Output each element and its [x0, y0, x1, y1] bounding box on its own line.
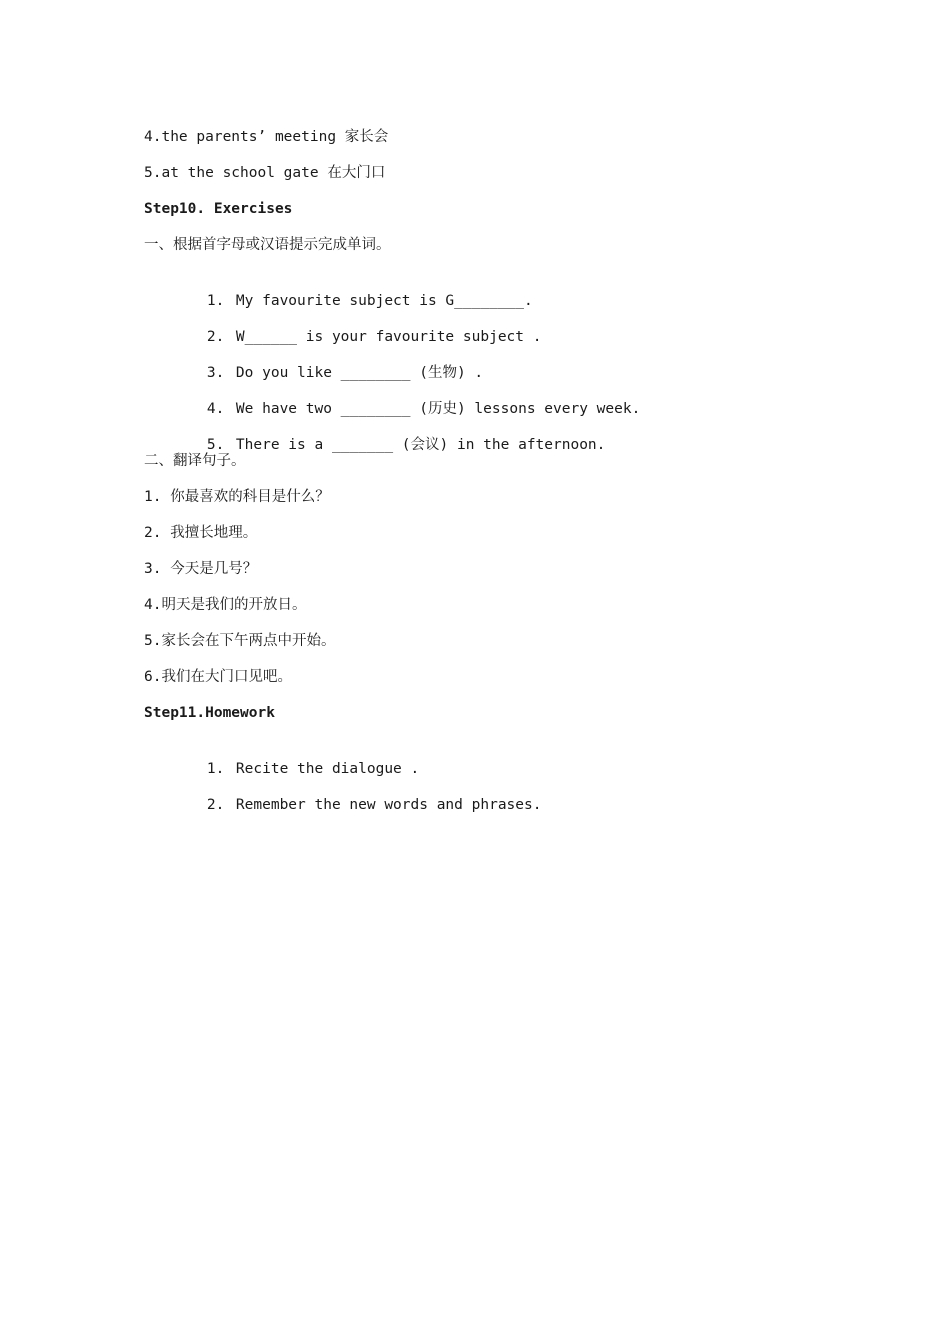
exercise-item-text: Do you like ________ (生物) .: [235, 365, 484, 381]
exercise-item: [172, 343, 484, 381]
translation-item: 2. 我擅长地理。: [144, 525, 258, 541]
exercise-item-text: My favourite subject is G________.: [235, 293, 533, 309]
exercise-item-text: There is a _______ (会议) in the afternoon.: [235, 437, 606, 453]
exercise-item: [172, 415, 606, 453]
homework-item: [172, 739, 420, 777]
exercise-item: [172, 379, 641, 417]
exercise-item-number: 3.: [206, 365, 225, 381]
exercise-item-text: W______ is your favourite subject .: [235, 329, 542, 345]
translation-item: 5.家长会在下午两点中开始。: [144, 633, 336, 649]
homework-item: [172, 775, 542, 813]
translation-item: 6.我们在大门口见吧。: [144, 669, 292, 685]
homework-item-number: 1.: [206, 761, 225, 777]
exercise-item: [172, 271, 533, 309]
translation-item: 3. 今天是几号？: [144, 561, 258, 577]
phrase-school-gate: 5.at the school gate 在大门口: [144, 165, 386, 181]
homework-item-text: Recite the dialogue .: [235, 761, 420, 777]
part2-heading: 二、翻译句子。: [144, 453, 246, 469]
exercise-item-number: 2.: [206, 329, 225, 345]
exercise-item-number: 5.: [206, 437, 225, 453]
phrase-parents-meeting: 4.the parents’ meeting 家长会: [144, 129, 389, 145]
part1-heading: 一、根据首字母或汉语提示完成单词。: [144, 237, 391, 253]
homework-item-number: 2.: [206, 797, 225, 813]
translation-item: 4.明天是我们的开放日。: [144, 597, 307, 613]
translation-item: 1. 你最喜欢的科目是什么？: [144, 489, 330, 505]
exercise-item-number: 4.: [206, 401, 225, 417]
step10-title: Step10. Exercises: [144, 201, 293, 217]
exercise-item: [172, 307, 542, 345]
homework-item-text: Remember the new words and phrases.: [235, 797, 542, 813]
exercise-item-number: 1.: [206, 293, 225, 309]
step11-title: Step11.Homework: [144, 705, 275, 721]
exercise-item-text: We have two ________ (历史) lessons every week.: [235, 401, 641, 417]
